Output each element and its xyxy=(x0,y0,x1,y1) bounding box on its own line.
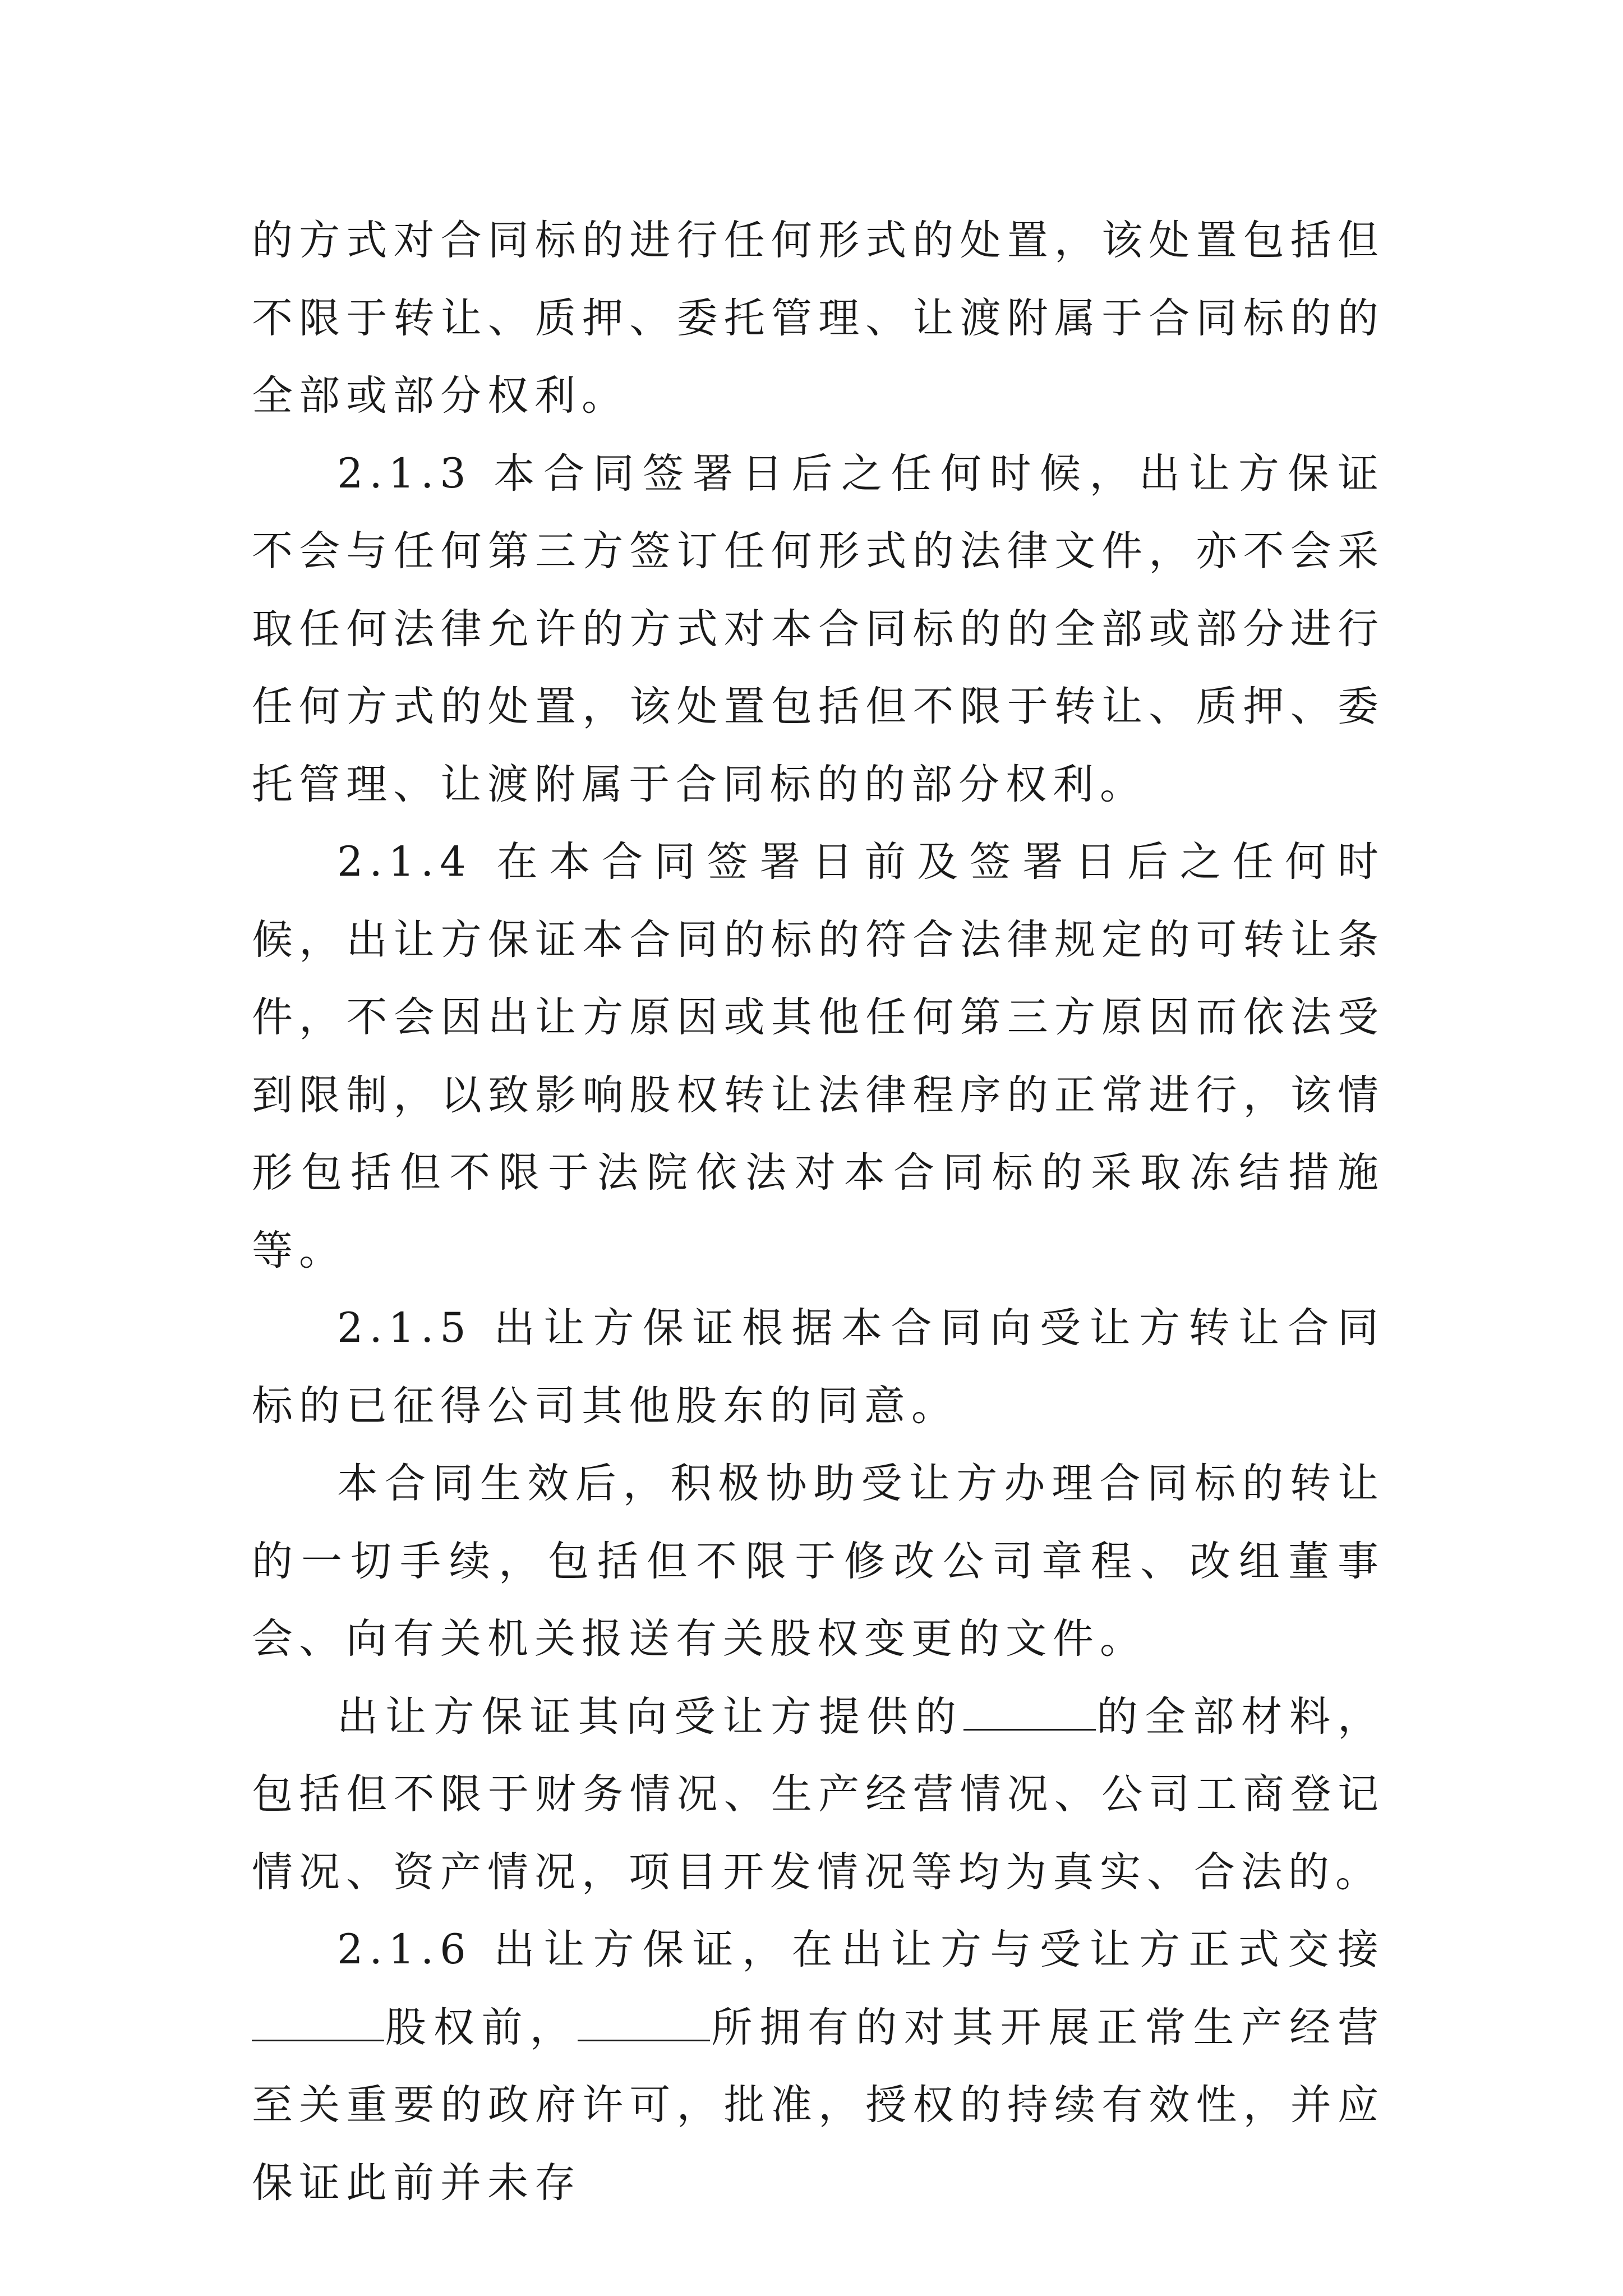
paragraph-p-2-1-4 xyxy=(252,823,1385,1290)
paragraph-text: 所拥有的对其开展正常生产经营至关重要的政府许可，批准，授权的持续有效性，并应保证此前并未存 xyxy=(252,2003,1385,2207)
paragraph-p-materials xyxy=(252,1678,1385,1912)
paragraph-text: 出让方保证其向受让方提供的 xyxy=(337,1692,963,1741)
fill-in-blank xyxy=(578,2006,710,2041)
paragraph-p-continuation xyxy=(252,202,1385,435)
document-body xyxy=(252,202,1385,2222)
paragraph-text: 的全部材料，包括但不限于财务情况、生产经营情况、公司工商登记情况、资产情况，项目开发情况等均为真实、合法的。 xyxy=(252,1692,1385,1896)
paragraph-text: 本合同生效后，积极协助受让方办理合同标的转让的一切手续，包括但不限于修改公司章程、改组董事会、向有关机关报送有关股权变更的文件。 xyxy=(252,1460,1385,1663)
paragraph-p-2-1-5 xyxy=(252,1290,1385,1445)
paragraph-text: 股权前， xyxy=(384,2003,578,2051)
paragraph-p-effect xyxy=(252,1445,1385,1678)
paragraph-text: 的方式对合同标的进行任何形式的处置，该处置包括但不限于转让、质押、委托管理、让渡附属于合同标的的全部或部分权利。 xyxy=(252,217,1385,420)
paragraph-text: 2.1.4 在本合同签署日前及签署日后之任何时候，出让方保证本合同的标的符合法律规定的可转让条件，不会因出让方原因或其他任何第三方原因而依法受到限制，以致影响股权转让法律程序的正常进行，该情形包括但不限于法院依法对本合同标的采取冻结措施等。 xyxy=(252,838,1385,1274)
paragraph-p-2-1-6 xyxy=(252,1911,1385,2222)
paragraph-text: 2.1.3 本合同签署日后之任何时候，出让方保证不会与任何第三方签订任何形式的法律文件，亦不会采取任何法律允许的方式对本合同标的的全部或部分进行任何方式的处置，该处置包括但不限于转让、质押、委托管理、让渡附属于合同标的的部分权利。 xyxy=(252,449,1385,808)
fill-in-blank xyxy=(963,1695,1096,1731)
paragraph-text: 2.1.5 出让方保证根据本合同向受让方转让合同标的已征得公司其他股东的同意。 xyxy=(252,1304,1385,1430)
paragraph-p-2-1-3 xyxy=(252,435,1385,824)
fill-in-blank xyxy=(252,2006,384,2041)
paragraph-text: 2.1.6 出让方保证，在出让方与受让方正式交接 xyxy=(337,1926,1385,1973)
